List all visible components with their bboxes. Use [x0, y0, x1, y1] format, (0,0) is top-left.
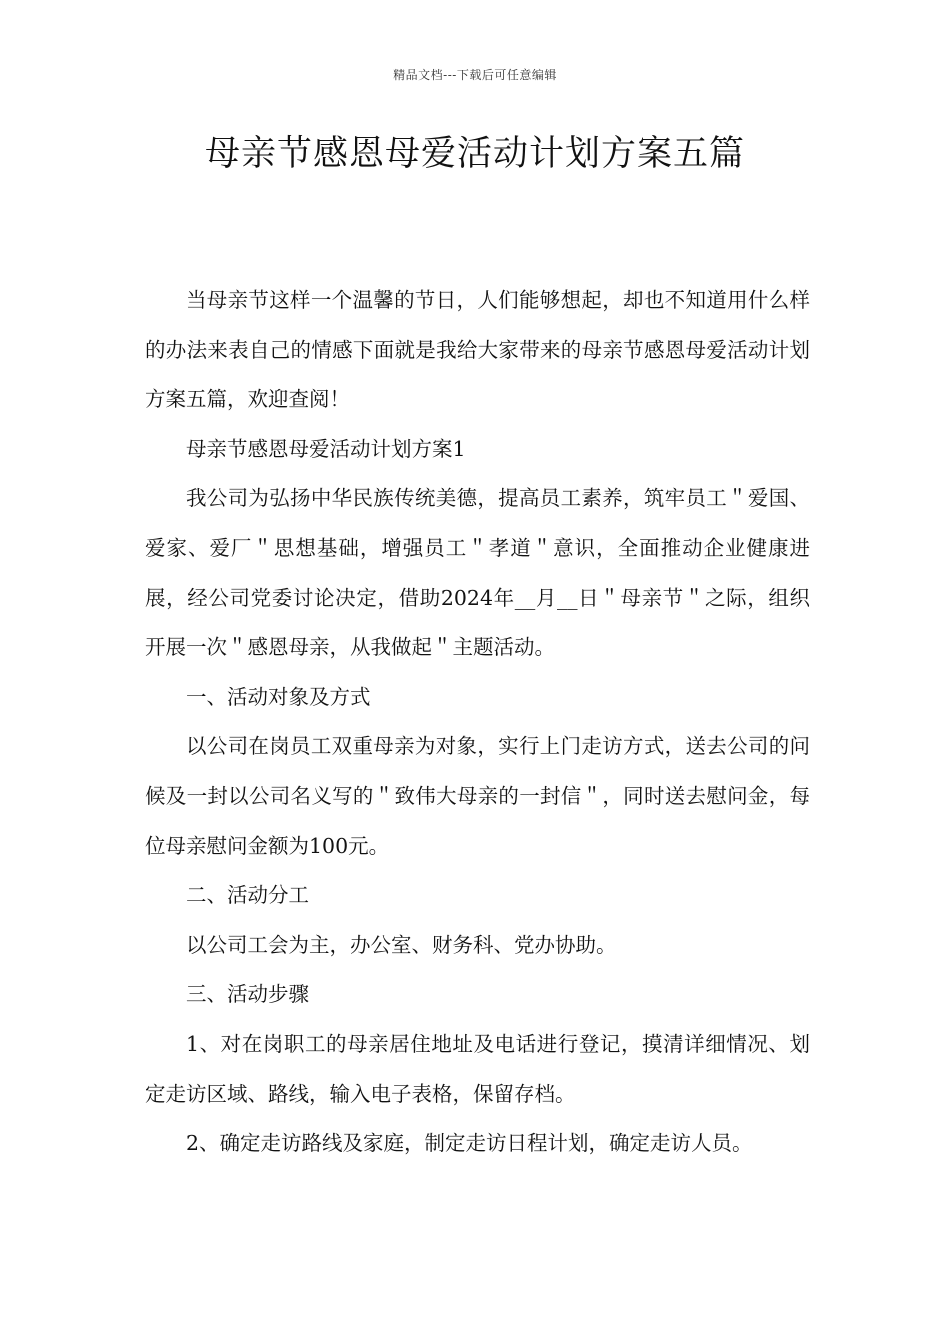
- page-title: 母亲节感恩母爱活动计划方案五篇: [204, 134, 745, 174]
- section-heading-2: 二、活动分工: [186, 883, 309, 908]
- section-heading-3: 三、活动步骤: [186, 982, 309, 1007]
- paragraph-section-2: 以公司工会为主，办公室、财务科、党办协助。: [186, 932, 617, 957]
- document-body: [145, 276, 810, 1169]
- paragraph-step-2: 2、确定走访路线及家庭，制定走访日程计划，确定走访人员。: [186, 1131, 753, 1156]
- paragraph-plan-heading: 母亲节感恩母爱活动计划方案1: [186, 436, 466, 461]
- section-heading-1: 一、活动对象及方式: [186, 684, 371, 709]
- paragraph-plan-body: 我公司为弘扬中华民族传统美德，提高员工素养，筑牢员工＂爱国、爱家、爱厂＂思想基础，增强员工＂孝道＂意识，全面推动企业健康进展，经公司党委讨论决定，借助2024年__月__日＂母亲节＂之际，组织开展一次＂感恩母亲，从我做起＂主题活动。: [145, 486, 810, 660]
- paragraph-step-1: 1、对在岗职工的母亲居住地址及电话进行登记，摸清详细情况、划定走访区域、路线，输入电子表格，保留存档。: [145, 1031, 810, 1106]
- paragraph-section-1: 以公司在岗员工双重母亲为对象，实行上门走访方式，送去公司的问候及一封以公司名义写的＂致伟大母亲的一封信＂，同时送去慰问金，每位母亲慰问金额为100元。: [145, 734, 810, 858]
- paragraph-intro: 当母亲节这样一个温馨的节日，人们能够想起，却也不知道用什么样的办法来表自己的情感下面就是我给大家带来的母亲节感恩母爱活动计划方案五篇，欢迎查阅！: [145, 288, 810, 412]
- header-note: 精品文档---下载后可任意编辑: [393, 68, 557, 82]
